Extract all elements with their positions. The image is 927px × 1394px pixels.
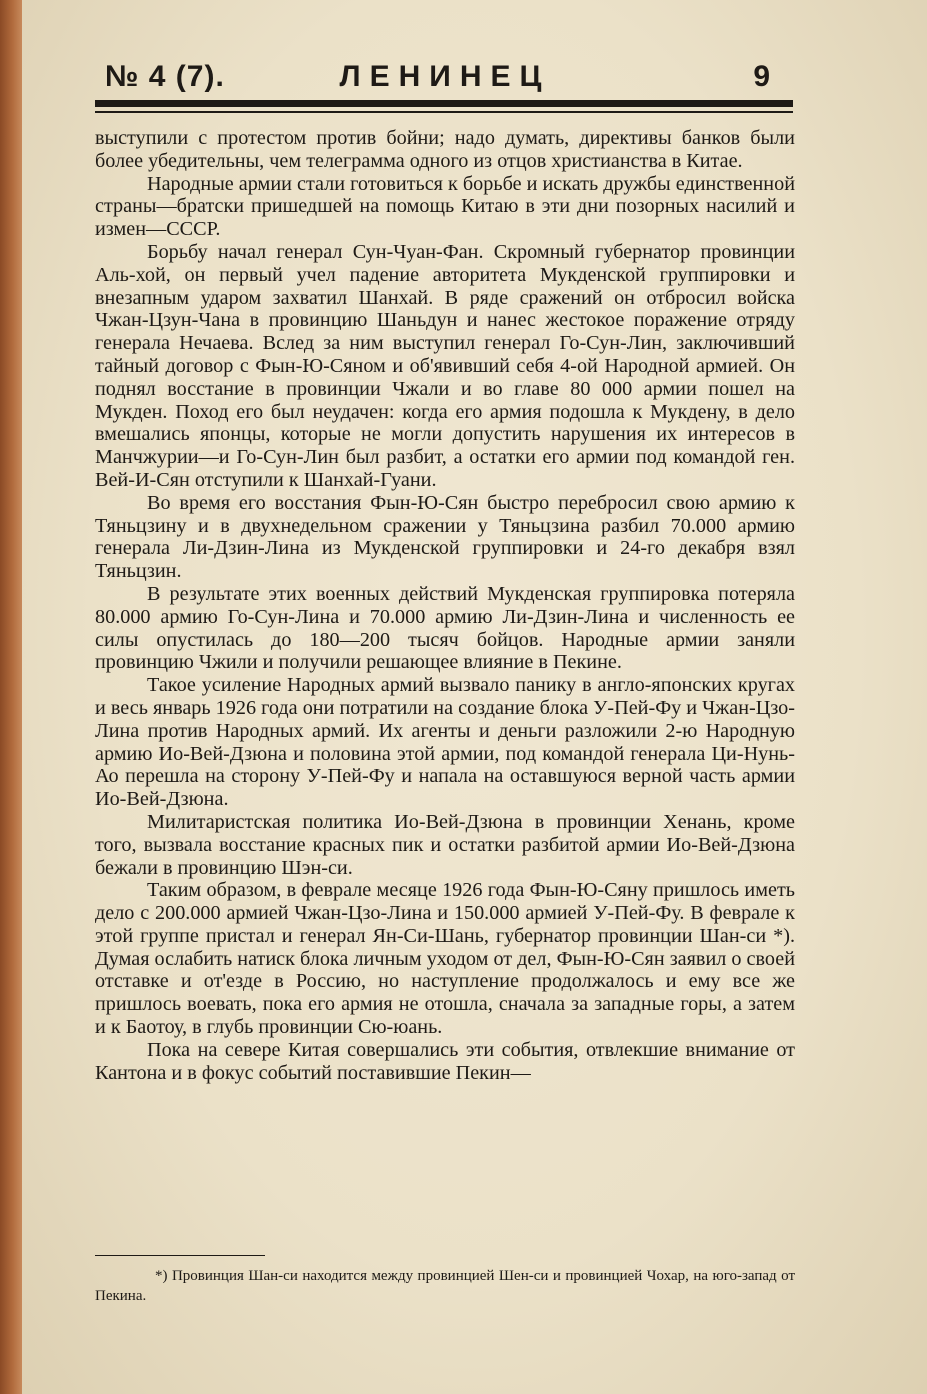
paragraph: Во время его восстания Фын-Ю-Сян быстро перебросил свою армию к Тяньцзину и в двухнедельном сражении у Тяньцзина разбил 70.000 армию генерала Ли-Дзин-Лина из Мукденской группировки и 24-го декабря взял Тяньцзин.	[95, 491, 795, 583]
header-rule-thick	[95, 100, 793, 107]
header-rule-thin	[95, 111, 793, 113]
page-header	[95, 58, 795, 98]
paragraph: В результате этих военных действий Мукденская группировка потеряла 80.000 армию Го-Сун-Лина и 70.000 армию Ли-Дзин-Лина и численность ее силы опустилась до 180—200 тысяч бойцов. Народные армии заняли провинцию Чжили и получили решающее влияние в Пекине.	[95, 582, 795, 674]
issue-number: № 4 (7).	[105, 60, 225, 93]
paragraph: Народные армии стали готовиться к борьбе и искать дружбы единственной страны—братски пришедшей на помощь Китаю в эти дни позорных насилий и измен—СССР.	[95, 172, 795, 241]
paragraph: выступили с протестом против бойни; надо думать, директивы банков были более убедительны, чем телеграмма одного из отцов христианства в Китае.	[95, 127, 795, 172]
book-binding-edge	[0, 0, 22, 1394]
paragraph: Такое усиление Народных армий вызвало панику в англо-японских кругах и весь январь 1926 года они потратили на создание блока У-Пей-Фу и Чжан-Цзо-Лина против Народных армий. Их агенты и деньги разложили 2-ю Народную армию Ио-Вей-Дзюна и половина этой армии, под командой генерала Ци-Нунь-Ао перешла на сторону У-Пей-Фу и напала на оставшуюся верной часть армии Ио-Вей-Дзюна.	[95, 674, 795, 811]
journal-title: ЛЕНИНЕЦ	[339, 60, 551, 93]
footnote: *) Провинция Шан-си находится между провинцией Шен-си и провинцией Чохар, на юго-запад от Пекина.	[95, 1268, 795, 1304]
paragraph: Таким образом, в феврале месяце 1926 года Фын-Ю-Сяну пришлось иметь дело с 200.000 армией Чжан-Цзо-Лина и 150.000 армией У-Пей-Фу. В феврале к этой группе пристал и генерал Ян-Си-Шань, губернатор провинции Шан-си *). Думая ослабить натиск блока личным уходом от дел, Фын-Ю-Сян заявил о своей отставке и от'езде в Россию, но наступление продолжалось и ему все же пришлось воевать, пока его армия не отошла, сначала за западные горы, а затем и к Баотоу, в глубь провинции Сю-юань.	[95, 879, 795, 1039]
article-body	[95, 127, 795, 1084]
paragraph: Пока на севере Китая совершались эти события, отвлекшие внимание от Кантона и в фокус событий поставившие Пекин—	[95, 1038, 795, 1084]
page-number: 9	[753, 60, 770, 93]
footnote-rule	[95, 1255, 265, 1256]
paragraph: Борьбу начал генерал Сун-Чуан-Фан. Скромный губернатор провинции Аль-хой, он первый учел падение авторитета Мукденской группировки и внезапным ударом захватил Шанхай. В ряде сражений он отбросил войска Чжан-Цзун-Чана в провинцию Шаньдун и нанес жестокое поражение отряду генерала Нечаева. Вслед за ним выступил генерал Го-Сун-Лин, заключивший тайный договор с Фын-Ю-Сяном и об'явивший себя 4-ой Народной армией. Он поднял восстание в провинции Чжали и во главе 80 000 армии пошел на Мукден. Поход его был неудачен: когда его армия подошла к Мукдену, в дело вмешались японцы, которые не могли допустить нарушения их интересов в Манчжурии—и Го-Сун-Лин был разбит, а остатки его армии под командой ген. Вей-И-Сян отступили к Шанхай-Гуани.	[95, 240, 795, 491]
paragraph: Милитаристская политика Ио-Вей-Дзюна в провинции Хенань, кроме того, вызвала восстание красных пик и остатки разбитой армии Ио-Вей-Дзюна бежали в провинцию Шэн-си.	[95, 810, 795, 879]
